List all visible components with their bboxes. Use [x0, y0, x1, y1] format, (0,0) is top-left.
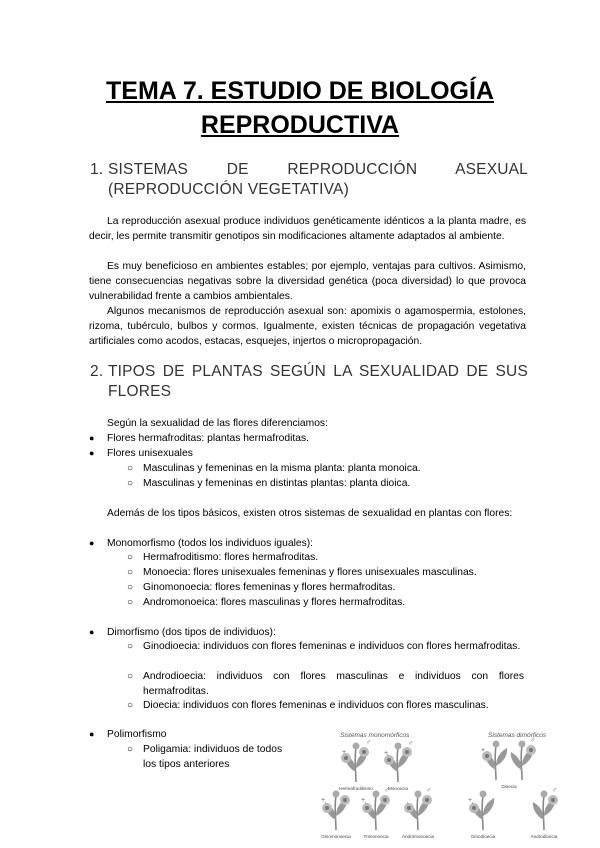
plant-dioecia-female-icon — [481, 741, 507, 781]
sub-list-item: ○ Masculinas y femeninas en distintas plantas: planta dioica. — [127, 478, 411, 489]
bullet-icon: ● — [89, 448, 95, 458]
sub-list-item: ○ Monoecia: flores unisexuales femeninas y flores unisexuales masculinas. — [127, 567, 477, 578]
paragraph: La reproducción asexual produce individuos genéticamente idénticos a la planta madre, es decir, les permite transmitir genotipos sin modificaciones altamente adaptados al ambiente. — [89, 216, 526, 242]
sub-list-item: ○ Androdioecia: individuos con flores masculinas e individuos con flores hermafroditas. — [127, 671, 524, 697]
plant-trimonoecia-icon — [361, 787, 390, 830]
circle-bullet-icon: ○ — [127, 552, 134, 563]
svg-text:+: + — [361, 797, 366, 804]
page-title: TEMA 7. ESTUDIO DE BIOLOGÍA — [106, 77, 494, 105]
bullet-icon: ● — [89, 538, 95, 548]
section-title-line: SISTEMAS DE REPRODUCCIÓN ASEXUAL — [108, 161, 528, 178]
paragraph: Algunos mecanismos de reproducción asexual son: apomixis o agamospermia, estolones, rizoma, tubérculo, bulbos y cormos. Igualmente, existen técnicas de propagación vegetativa artificiales como acodos, estacas, esquejes, injertos o micropropagación. — [89, 306, 526, 347]
circle-bullet-icon: ○ — [127, 641, 134, 652]
figure-label: Trimonoecia — [363, 834, 389, 839]
plant-ginodioecia-icon — [468, 791, 494, 831]
sub-list-item-continued: los tipos anteriores — [143, 759, 230, 770]
figure-label: Monoecia — [388, 786, 408, 791]
sub-list-item: ○ Dioecia: individuos con flores femeninas e individuos con flores masculinas. — [127, 700, 489, 711]
svg-text:♂: ♂ — [384, 787, 390, 794]
svg-text:♂: ♂ — [426, 787, 432, 794]
figure-title-dim: Sistemas dimórficos — [488, 732, 547, 739]
plant-dioecia-male-icon — [511, 737, 536, 780]
sub-list-item: ○ Ginodioecia: individuos con flores femeninas e individuos con flores hermafroditas. — [127, 641, 521, 652]
bullet-icon: ● — [89, 729, 95, 739]
sexual-systems-figure — [318, 726, 580, 848]
circle-bullet-icon: ○ — [127, 567, 134, 578]
figure-label: Hermafroditismo — [339, 786, 373, 791]
plant-hermafroditismo-icon — [341, 739, 371, 782]
section-title-line: TIPOS DE PLANTAS SEGÚN LA SEXUALIDAD DE SUS — [108, 363, 528, 380]
plant-andromonoecia-icon — [404, 787, 432, 830]
sub-list-item: ○ Poligamia: individuos de todos — [127, 744, 283, 755]
sub-list-item: ○ Andromonoeica: flores masculinas y flores hermafroditas. — [127, 597, 406, 608]
list-item: ● Flores hermafroditas: plantas hermafroditas. — [89, 433, 310, 444]
svg-text:+: + — [481, 747, 486, 754]
figure-title-mono: Sistemas monomórficos — [340, 732, 410, 739]
svg-text:♂: ♂ — [366, 739, 372, 746]
plant-ginomonoecia-icon — [321, 791, 350, 831]
bullet-icon: ● — [89, 433, 95, 443]
sub-list-item: ○ Ginomonoecia: flores femeninas y flores hermafroditas. — [127, 582, 396, 593]
list-item: ● Flores unisexuales — [89, 448, 193, 459]
circle-bullet-icon: ○ — [127, 700, 134, 711]
sub-list-item: ○ Hermafroditismo: flores hermafroditas. — [127, 552, 319, 563]
svg-text:♂: ♂ — [530, 737, 536, 744]
svg-text:+: + — [342, 749, 347, 756]
circle-bullet-icon: ○ — [127, 671, 134, 682]
figure-label: Androdioecia — [530, 834, 558, 839]
plant-monoecia-icon — [384, 740, 413, 782]
list-item: ● Monomorfismo (todos los individuos iguales): — [89, 538, 314, 549]
svg-text:+: + — [321, 797, 326, 804]
svg-text:♂: ♂ — [408, 740, 414, 747]
list-item: ● Dimorfismo (dos tipos de individuos): — [89, 627, 276, 638]
section-title-line: (REPRODUCCIÓN VEGETATIVA) — [108, 181, 349, 198]
svg-text:+: + — [384, 750, 389, 757]
section-title-line: FLORES — [108, 383, 172, 400]
figure-label: Ginodioecia — [470, 834, 496, 839]
figure-label: Ginomonoecia — [321, 834, 351, 839]
plant-androdioecia-icon — [533, 787, 558, 830]
section-number: 2. — [90, 363, 104, 380]
svg-text:♂: ♂ — [552, 787, 558, 794]
circle-bullet-icon: ○ — [127, 597, 134, 608]
figure-label: Dioecia — [501, 784, 517, 789]
paragraph: Además de los tipos básicos, existen otros sistemas de sexualidad en plantas con flores: — [107, 508, 513, 519]
page-title-continued: REPRODUCTIVA — [200, 111, 400, 139]
sub-list-item: ○ Masculinas y femeninas en la misma planta: planta monoica. — [127, 463, 421, 474]
circle-bullet-icon: ○ — [127, 478, 134, 489]
paragraph: Es muy beneficioso en ambientes estables; por ejemplo, ventajas para cultivos. Asimismo, tiene consecuencias negativas sobre la diversidad genética (poca diversidad) lo que provoca vulnerabilidad frente a cambios ambientales. — [89, 261, 526, 302]
figure-label: Andromonoecia — [401, 834, 435, 839]
bullet-icon: ● — [89, 627, 95, 637]
list-item: ● Polimorfismo — [89, 729, 167, 740]
circle-bullet-icon: ○ — [127, 744, 134, 755]
svg-text:+: + — [468, 797, 473, 804]
intro-text: Según la sexualidad de las flores diferenciamos: — [107, 418, 328, 429]
circle-bullet-icon: ○ — [127, 463, 134, 474]
circle-bullet-icon: ○ — [127, 582, 134, 593]
section-number: 1. — [90, 161, 104, 178]
